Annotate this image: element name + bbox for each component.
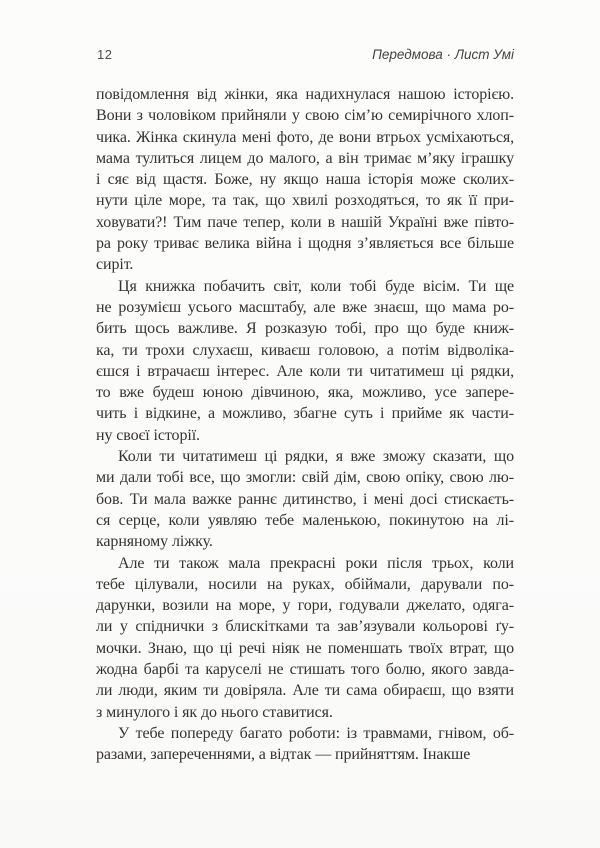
text-line: жодна барбі та каруселі не стишать того болю, якого завда- — [96, 661, 514, 679]
text-line: Коли ти читатимеш ці рядки, я вже зможу сказати, що — [118, 448, 514, 466]
text-line: повідомлення від жінки, яка надихнулася нашою історією. — [96, 86, 514, 103]
running-title: Передмова · Лист Умі — [372, 47, 514, 62]
text-line: бить щось важливе. Я розказую тобі, про що буде книж- — [96, 320, 514, 338]
text-line: У тебе попереду багато роботи: із травмами, гнівом, об- — [118, 724, 514, 742]
text-line: тебе цілували, носили на руках, обіймали, дарували по- — [96, 575, 514, 593]
paragraph — [96, 276, 514, 446]
text-line: чить і відкине, а можливо, збагне суть і прийме як части- — [96, 405, 514, 423]
paragraph — [96, 84, 514, 276]
text-line: з минулого і як до нього ставитися. — [96, 703, 333, 721]
text-line: ся серце, коли уявляю тебе маленькою, покинутою на лі- — [96, 511, 514, 529]
text-line: чика. Жінка скинула мені фото, де вони втрьох усміхаються, — [96, 128, 514, 146]
text-line: єшся і втрачаєш інтерес. Але коли ти читатимеш ці рядки, — [96, 362, 514, 380]
text-line: Вони з чоловіком прийняли у свою сім’ю семирічного хлоп- — [96, 107, 514, 125]
text-line: нути ціле море, та так, що хвилі розходяться, то як її при- — [96, 192, 514, 210]
paragraph — [96, 446, 514, 552]
text-line: ли люди, яким ти довіряла. Але ти сама обираєш, що взяти — [96, 682, 514, 700]
text-line: то вже будеш юною дівчиною, яка, можливо, усе запере- — [96, 384, 514, 402]
text-line: бов. Ти мала важке раннє дитинство, і мені досі стискаєть- — [96, 490, 514, 508]
text-line: ра року триває велика війна і щодня з’являється все більше — [96, 235, 514, 253]
text-line: і сяє від щастя. Боже, ну якщо наша історія може сколих- — [96, 171, 514, 189]
text-line: Але ти також мала прекрасні роки після трьох, коли — [118, 554, 514, 572]
text-line: мочки. Знаю, що ці речі ніяк не поменшать твоїх втрат, що — [96, 639, 514, 657]
text-line: разами, запереченнями, а відтак — прийняттям. Інакше — [96, 746, 471, 764]
text-line: мама тулиться лицем до малого, а він тримає м’яку іграшку — [96, 149, 514, 167]
paragraph — [96, 553, 514, 723]
text-line: не розумієш усього масштабу, але вже знаєш, що мама ро- — [96, 298, 514, 316]
text-line: ну своєї історії. — [96, 426, 200, 444]
page-header — [97, 47, 514, 62]
text-line: ховувати?! Тим паче тепер, коли в нашій Україні вже півто- — [96, 213, 514, 231]
paragraph — [96, 723, 514, 766]
text-line: ли у спіднички з блискітками та зав’язували кольорові ґу- — [96, 618, 514, 636]
text-line: Ця книжка побачить світ, коли тобі буде вісім. Ти ще — [118, 277, 514, 295]
body-text — [96, 84, 514, 766]
text-line: ми дали тобі все, що змогли: свій дім, свою опіку, свою лю- — [96, 469, 514, 487]
page-number: 12 — [97, 47, 113, 62]
text-line: сиріт. — [96, 256, 134, 274]
text-line: ка, ти трохи слухаєш, киваєш головою, а потім відволіка- — [96, 341, 514, 359]
text-line: дарунки, возили на море, у гори, годували джелато, одяга- — [96, 597, 514, 615]
text-line: карняному ліжку. — [96, 533, 213, 551]
